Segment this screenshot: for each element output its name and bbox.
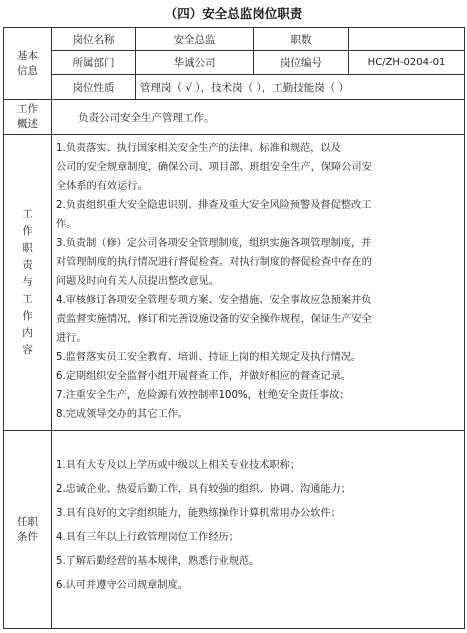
department-value: 华诚公司 [136, 51, 254, 75]
duties-list [52, 135, 465, 431]
position-code-value: HC/ZH-0204-01 [349, 51, 465, 75]
duties-label-char: 作 [22, 225, 33, 237]
headcount-value [349, 28, 465, 51]
duty-line: 3.负责制（修）定公司各项安全管理制度，组织实施各项管理制度，并 [56, 238, 372, 249]
basic-info-label: 基本 信息 [4, 28, 52, 100]
duties-label-char: 容 [22, 344, 33, 356]
duty-line: 1.负责落实、执行国家相关安全生产的法律、标准和规范，以及 [56, 143, 341, 154]
position-name-key: 岗位名称 [52, 28, 136, 51]
position-code-key: 岗位编号 [254, 51, 349, 75]
requirement-line: 6.认可并遵守公司规章制度。 [56, 579, 188, 591]
duties-label-char: 作 [22, 310, 33, 322]
duties-label-char: 工 [22, 208, 33, 220]
duty-line: 6.定期组织安全监督小组开展督查工作，并做好相应的督查记录。 [56, 371, 351, 382]
requirements-label: 任职 条件 [4, 431, 52, 629]
duties-label-char: 职 [22, 242, 33, 254]
duty-line: 公司的安全规章制度，确保公司、项目部、班组安全生产，保障公司安 [56, 162, 372, 173]
duty-line: 责监督实施情况，修订和完善设施设备的安全操作规程，保证生产安全 [56, 314, 372, 325]
duty-line: 5.监督落实员工安全教育、培训、持证上岗的相关规定及执行情况。 [56, 352, 362, 363]
duties-label-char: 工 [22, 293, 33, 305]
position-type-key: 岗位性质 [52, 75, 136, 100]
requirements-list [52, 431, 465, 629]
department-key: 所属部门 [52, 51, 136, 75]
requirement-line: 3.具有良好的文字组织能力，能熟练操作计算机常用办公软件； [56, 507, 341, 519]
requirement-line: 4.具有三年以上行政管理岗位工作经历； [56, 531, 239, 543]
headcount-key: 职数 [254, 28, 349, 51]
overview-label: 工作 概述 [4, 100, 52, 135]
duty-line: 2.负责组织重大安全隐患识别、排查及重大安全风险预警及督促整改工 [56, 200, 372, 211]
duty-line: 7.注重安全生产，危险源有效控制率100%，杜绝安全责任事故； [56, 390, 350, 401]
duty-line: 4.审核修订各项安全管理专项方案、安全措施、安全事故应急预案并负 [56, 295, 372, 306]
requirement-line: 2.忠诚企业、热爱后勤工作，具有较强的组织、协调、沟通能力； [56, 483, 351, 495]
duties-label-char: 与 [22, 276, 33, 288]
duty-line: 全体系的有效运行。 [56, 181, 148, 192]
position-type-value: 管理岗（ √ ），技术岗（ ），工勤技能岗（ ） [136, 75, 465, 100]
requirement-line: 1.具有大专及以上学历或中级以上相关专业技术职称； [56, 459, 301, 471]
duty-line: 问题及时向有关人员提出整改意见。 [56, 276, 219, 287]
requirement-line: 5.了解后勤经营的基本规律，熟悉行业规范。 [56, 555, 260, 567]
duty-line: 作。 [56, 219, 77, 230]
position-name-value: 安全总监 [136, 28, 254, 51]
duty-line: 进行。 [56, 333, 87, 344]
job-description-table [3, 27, 465, 629]
overview-text: 负责公司安全生产管理工作。 [52, 100, 465, 135]
duty-line: 对管理制度的执行情况进行督促检查。对执行制度的督促检查中存在的 [56, 257, 372, 268]
duty-line: 8.完成领导交办的其它工作。 [56, 409, 188, 420]
page-title: （四）安全总监岗位职责 [164, 6, 303, 21]
duties-label-char: 责 [22, 259, 33, 271]
duties-label-char: 内 [22, 327, 33, 339]
duties-label [4, 135, 52, 431]
